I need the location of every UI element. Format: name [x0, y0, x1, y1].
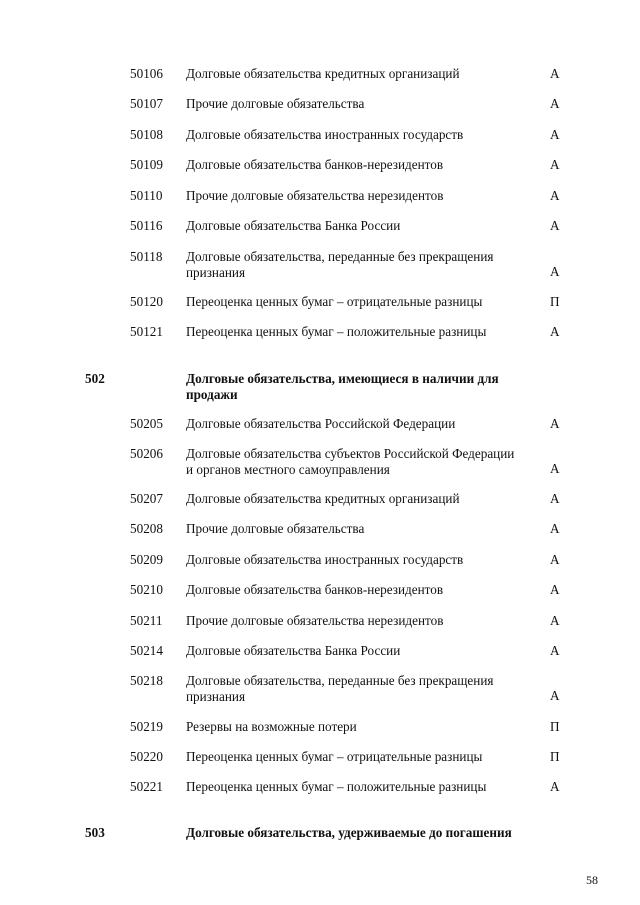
account-side: П	[550, 294, 560, 309]
account-code: 50120	[130, 294, 163, 309]
account-code: 50207	[130, 491, 163, 506]
account-code: 50208	[130, 521, 163, 536]
account-code: 50210	[130, 582, 163, 597]
account-side: А	[550, 491, 560, 506]
account-code: 50116	[130, 218, 163, 233]
account-code: 50118	[130, 249, 163, 264]
section-number: 503	[85, 825, 105, 840]
account-name: Переоценка ценных бумаг – отрицательные разницы	[186, 294, 483, 309]
account-side: А	[550, 613, 560, 628]
account-name: Долговые обязательства иностранных государств	[186, 552, 464, 567]
account-name: Долговые обязательства кредитных организаций	[186, 66, 460, 81]
section-number: 502	[85, 371, 105, 386]
account-code: 50209	[130, 552, 163, 567]
account-side: А	[550, 643, 560, 658]
account-side: А	[550, 127, 560, 142]
account-side: П	[550, 719, 560, 734]
account-name: Долговые обязательства субъектов Российской Федерации и органов местного самоуправления	[186, 446, 515, 477]
account-name: Переоценка ценных бумаг – положительные разницы	[186, 779, 487, 794]
account-code: 50107	[130, 96, 163, 111]
account-code: 50206	[130, 446, 163, 461]
account-side: А	[550, 552, 560, 567]
account-name: Прочие долговые обязательства	[186, 521, 365, 536]
account-code: 50110	[130, 188, 163, 203]
account-side: А	[550, 416, 560, 431]
account-code: 50109	[130, 157, 163, 172]
account-name: Долговые обязательства банков-нерезидентов	[186, 582, 444, 597]
account-code: 50121	[130, 324, 163, 339]
account-side: А	[550, 324, 560, 339]
account-side: А	[550, 218, 560, 233]
account-name: Долговые обязательства, переданные без прекращения признания	[186, 249, 494, 280]
account-name: Долговые обязательства Российской Федерации	[186, 416, 456, 431]
account-name: Долговые обязательства кредитных организаций	[186, 491, 460, 506]
account-side: А	[550, 582, 560, 597]
account-name: Переоценка ценных бумаг – положительные разницы	[186, 324, 487, 339]
account-name: Долговые обязательства Банка России	[186, 643, 401, 658]
account-name: Прочие долговые обязательства нерезидентов	[186, 613, 444, 628]
account-name: Переоценка ценных бумаг – отрицательные разницы	[186, 749, 483, 764]
account-side: А	[550, 779, 560, 794]
account-side: А	[550, 157, 560, 172]
account-name: Прочие долговые обязательства нерезидентов	[186, 188, 444, 203]
account-side: А	[550, 188, 560, 203]
section-title: Долговые обязательства, удерживаемые до погашения	[186, 825, 512, 840]
account-code: 50214	[130, 643, 163, 658]
account-name: Прочие долговые обязательства	[186, 96, 365, 111]
account-code: 50221	[130, 779, 163, 794]
account-side: А	[550, 264, 560, 279]
account-name: Долговые обязательства банков-нерезидентов	[186, 157, 444, 172]
account-side: А	[550, 521, 560, 536]
account-code: 50108	[130, 127, 163, 142]
account-name: Долговые обязательства Банка России	[186, 218, 401, 233]
account-side: А	[550, 66, 560, 81]
account-code: 50205	[130, 416, 163, 431]
account-name: Долговые обязательства иностранных государств	[186, 127, 464, 142]
account-code: 50106	[130, 66, 163, 81]
account-name: Долговые обязательства, переданные без прекращения признания	[186, 673, 494, 704]
account-side: А	[550, 461, 560, 476]
account-side: А	[550, 688, 560, 703]
account-code: 50219	[130, 719, 163, 734]
account-code: 50220	[130, 749, 163, 764]
section-title: Долговые обязательства, имеющиеся в наличии для продажи	[186, 371, 499, 402]
account-code: 50218	[130, 673, 163, 688]
account-side: А	[550, 96, 560, 111]
account-name: Резервы на возможные потери	[186, 719, 357, 734]
account-side: П	[550, 749, 560, 764]
account-code: 50211	[130, 613, 163, 628]
page-number: 58	[586, 873, 598, 887]
